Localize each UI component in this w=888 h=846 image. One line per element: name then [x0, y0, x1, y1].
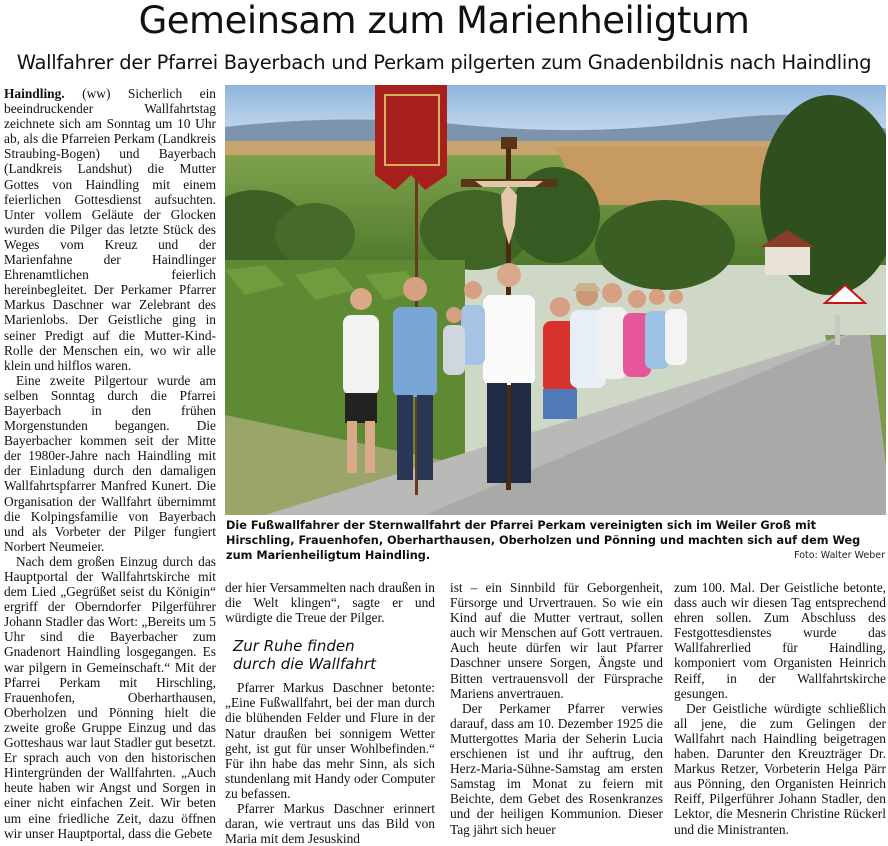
paragraph: Pfarrer Markus Daschner betonte: „Eine Fußwallfahrt, bei der man durch die blühenden Felder und Flure in der Natur draußen bei sonnigem Wetter geht, ist gut für unser Wohlbefinden.“ Für ihn habe das mehr Sinn, als sich stundenlang mit Handy oder Computer zu befassen.: [225, 680, 435, 801]
subheading-line: durch die Wallfahrt: [233, 655, 376, 674]
section-subheading: [233, 637, 435, 673]
photo-caption: Die Fußwallfahrer der Sternwallfahrt der Pfarrei Perkam vereinigten sich im Weiler Groß mit Hirschling, Frauenhofen, Oberharthausen, Oberholzen und Pönning und machten sich auf dem Weg zum Marienheiligtum Haindling.: [226, 519, 861, 562]
photo-credit: Foto: Walter Weber: [794, 550, 885, 561]
procession-photo: [225, 85, 886, 515]
headline: Gemeinsam zum Marienheiligtum: [138, 0, 750, 42]
paragraph: [4, 86, 216, 373]
paragraph: Der Geistliche würdigte schließlich all jene, die zum Gelingen der Wallfahrt nach Haindling beigetragen haben. Darunter den Kreuzträger Dr. Markus Retzer, Vorbeterin Helga Pärr aus Pönning, den Organisten Heinrich Reiff, Pilgerführer Johann Stadler, den Lektor, die Mesnerin Christine Rückerl und die Ministranten.: [674, 700, 886, 837]
article-column-1: [4, 86, 216, 841]
paragraph: ist – ein Sinnbild für Geborgenheit, Fürsorge und Urvertrauen. So wie ein Kind auf die Mutter vertraut, sollen auch wir Menschen auf Gott vertrauen. Auch heute dürfen wir laut Pfarrer Daschner unsere Sorgen, Ängste und Bitten vertrauensvoll der Fürsprache Mariens anvertrauen.: [450, 580, 663, 701]
paragraph: Nach dem großen Einzug durch das Hauptportal der Wallfahrtskirche mit dem Lied „Gegrüßet seist du Königin“ ergriff der Oberndorfer Pilgerführer Johann Stadler das Wort: „Bereits um 5 Uhr sind die Bayerbacher zum Gnadenort Haindling losgegangen. Es war pilgern in Gemeinschaft.“ Mit der Pfarrei Perkam mit Hirschling, Frauenhofen, Oberharthausen, Oberholzen und Pönning hielt die zweite große Gruppe Einzug und das Gotteshaus war laut Stadler gut besetzt. Er sprach auch von den historischen Hintergründen der Wallfahrten. „Auch heute haben wir Angst und Sorgen in einer nicht einfachen Zeit. Wir beten um eine friedliche Zeit, dazu öffnen wir unser Hauptportal, dass die Gebete: [4, 553, 216, 841]
subheadline: Wallfahrer der Pfarrei Bayerbach und Perkam pilgerten zum Gnadenbildnis nach Haindling: [16, 51, 872, 74]
paragraph-text: (ww) Sicherlich ein beeindruckender Wallfahrtstag zeichnete sich am Sonntag um 10 Uhr ab, als die Pfarreien Perkam (Landkreis Straubing-Bogen) und Bayerbach (Landkreis Landshut) die Mutter Gottes von Haindling mit einem feierlichen Gottesdienst aufsuchten. Unter vollem Geläute der Glocken wurden die Pilger das letzte Stück des Weges vom Kreuz und der Marienfahne der Haindlinger Ehrenamtlichen feierlich hereinbegleitet. Der Perkamer Pfarrer Markus Daschner war Zelebrant des Marienlobs. Der Geistliche ging in seiner Predigt auf die Mutter-Kind-Rolle der Menschen ein, wo wir alle klein und hilflos waren.: [4, 86, 216, 373]
dateline-place: Haindling.: [4, 86, 65, 101]
article-column-3: [450, 580, 663, 837]
article-column-2: [225, 580, 435, 846]
paragraph: Eine zweite Pilgertour wurde am selben Sonntag durch die Pfarrei Bayerbach in den frühen Morgenstunden begangen. Die Bayerbacher kommen seit der Mitte der 1980er-Jahre nach Haindling mit der Einladung durch den damaligen Wallfahrtspfarrer Manfred Kunert. Die Organisation der Wallfahrt übernimmt die Kolpingsfamilie von Bayerbach und als Vorbeter der Pilger fungiert Norbert Neumeier.: [4, 372, 216, 554]
article-column-4: [674, 580, 886, 837]
paragraph: Pfarrer Markus Daschner erinnert daran, wie vertraut uns das Bild von Maria mit dem Jesuskind: [225, 801, 435, 846]
paragraph: Der Perkamer Pfarrer verwies darauf, dass am 10. Dezember 1925 die Muttergottes Maria der Seherin Lucia erschienen ist und ihr auftrug, den Herz-Maria-Sühne-Samstag am ersten Samstag im Monat zu feiern mit Beichte, dem Gebet des Rosenkranzes und der heiligen Kommunion. Dieser Tag jährt sich heuer: [450, 700, 663, 837]
paragraph: der hier Versammelten nach draußen in die Welt klingen“, sagte er und würdigte die Treue der Pilger.: [225, 580, 435, 626]
paragraph: zum 100. Mal. Der Geistliche betonte, dass auch wir diesen Tag entsprechend ehren sollen. Zum Abschluss des Festgottesdienstes wurde das Wallfahrerlied für Haindling, komponiert vom Organisten Heinrich Reiff, in der Wallfahrtskirche gesungen.: [674, 580, 886, 701]
subheading-line: Zur Ruhe finden: [233, 637, 355, 656]
